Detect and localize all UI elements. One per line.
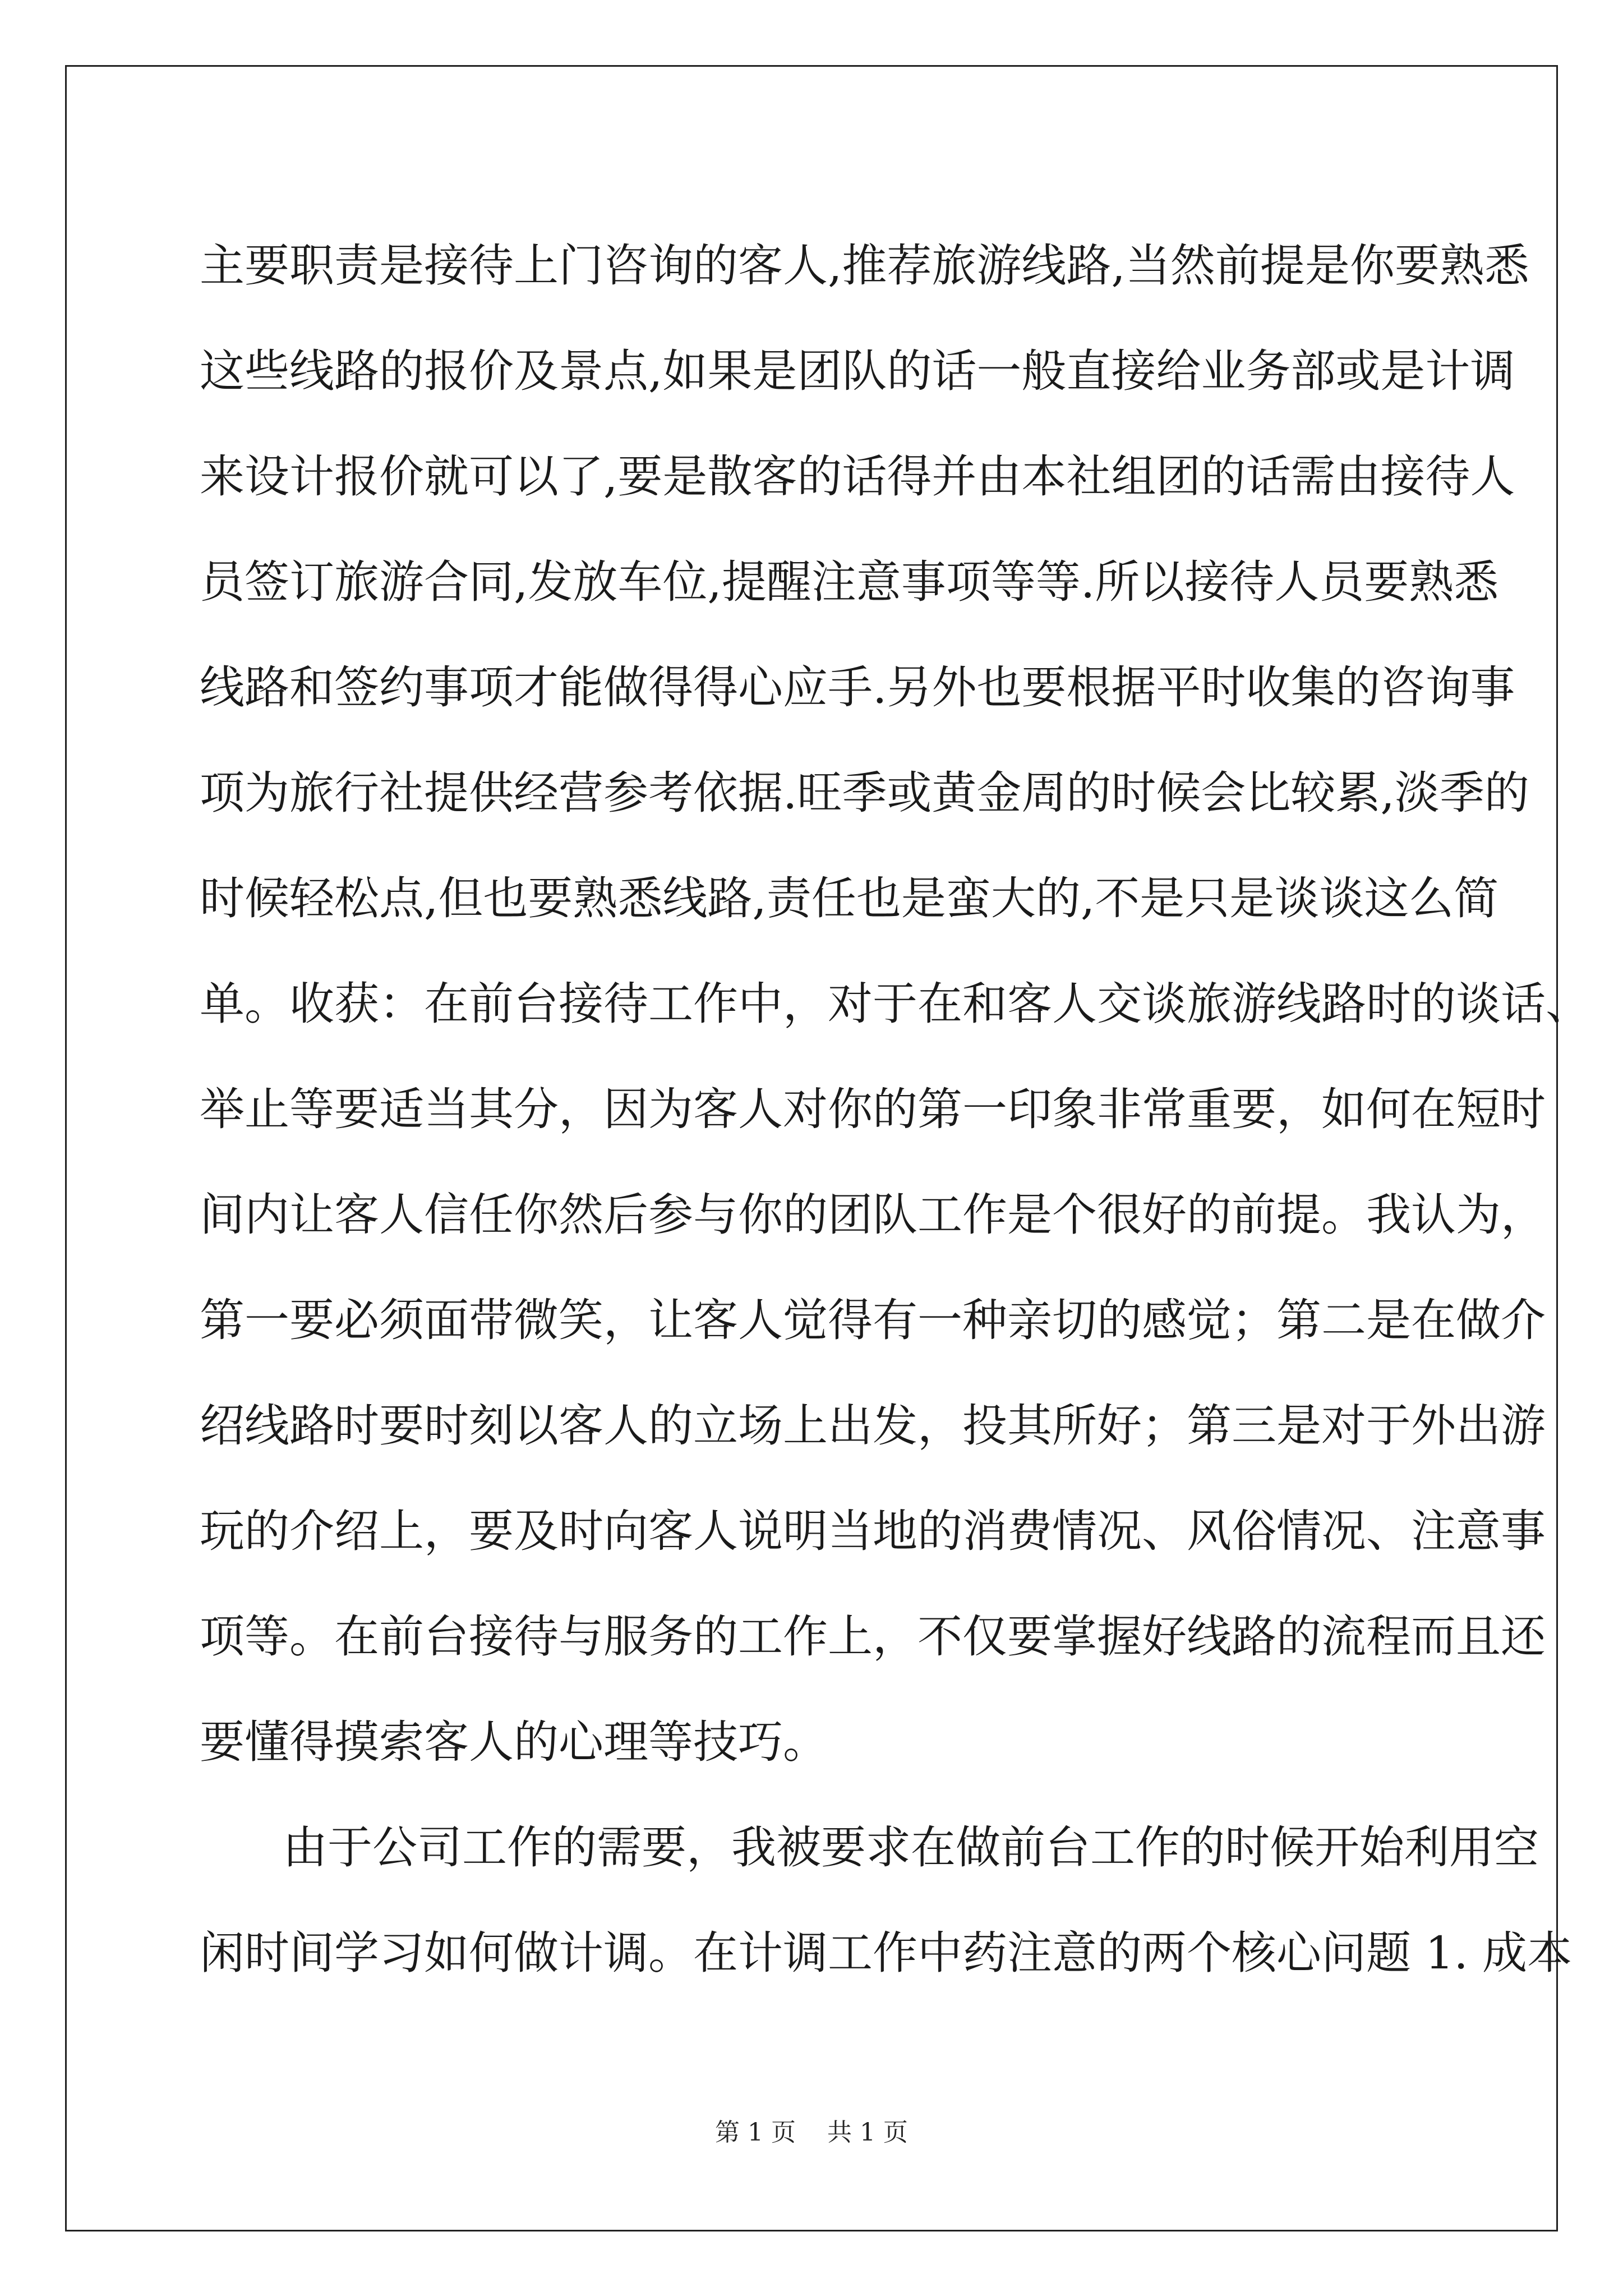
body-line: 由于公司工作的需要，我被要求在做前台工作的时候开始利用空: [283, 1821, 1539, 1874]
body-line: 项等。在前台接待与服务的工作上，不仅要掌握好线路的流程而且还: [200, 1611, 1546, 1663]
body-line: 第一要必须面带微笑，让客人觉得有一种亲切的感觉；第二是在做介: [200, 1294, 1546, 1346]
body-line: 单。收获：在前台接待工作中，对于在和客人交谈旅游线路时的谈话、: [200, 978, 1590, 1030]
body-line: 员签订旅游合同,发放车位,提醒注意事项等等.所以接待人员要熟悉: [200, 556, 1499, 608]
body-line: 时候轻松点,但也要熟悉线路,责任也是蛮大的,不是只是谈谈这么简: [200, 872, 1499, 924]
body-line: 项为旅行社提供经营参考依据.旺季或黄金周的时候会比较累,淡季的: [200, 767, 1529, 819]
body-line: 线路和签约事项才能做得得心应手.另外也要根据平时收集的咨询事: [200, 661, 1515, 714]
body-line: 来设计报价就可以了,要是散客的话得并由本社组团的话需由接待人: [200, 450, 1515, 503]
page-footer: 第 1 页 共 1 页: [715, 2118, 908, 2147]
body-line: 要懂得摸索客人的心理等技巧。: [200, 1716, 828, 1768]
body-line: 玩的介绍上，要及时向客人说明当地的消费情况、风俗情况、注意事: [200, 1505, 1546, 1557]
document-body: [200, 213, 1590, 2006]
body-line: 这些线路的报价及景点,如果是团队的话一般直接给业务部或是计调: [200, 345, 1515, 397]
body-line: 举止等要适当其分，因为客人对你的第一印象非常重要，如何在短时: [200, 1083, 1546, 1135]
body-line: 间内让客人信任你然后参与你的团队工作是个很好的前提。我认为，: [200, 1189, 1546, 1241]
body-line: 绍线路时要时刻以客人的立场上出发，投其所好；第三是对于外出游: [200, 1400, 1546, 1452]
body-line: 主要职责是接待上门咨询的客人,推荐旅游线路,当然前提是你要熟悉: [200, 240, 1529, 292]
body-line: 闲时间学习如何做计调。在计调工作中药注意的两个核心问题 1. 成本: [200, 1927, 1573, 1979]
